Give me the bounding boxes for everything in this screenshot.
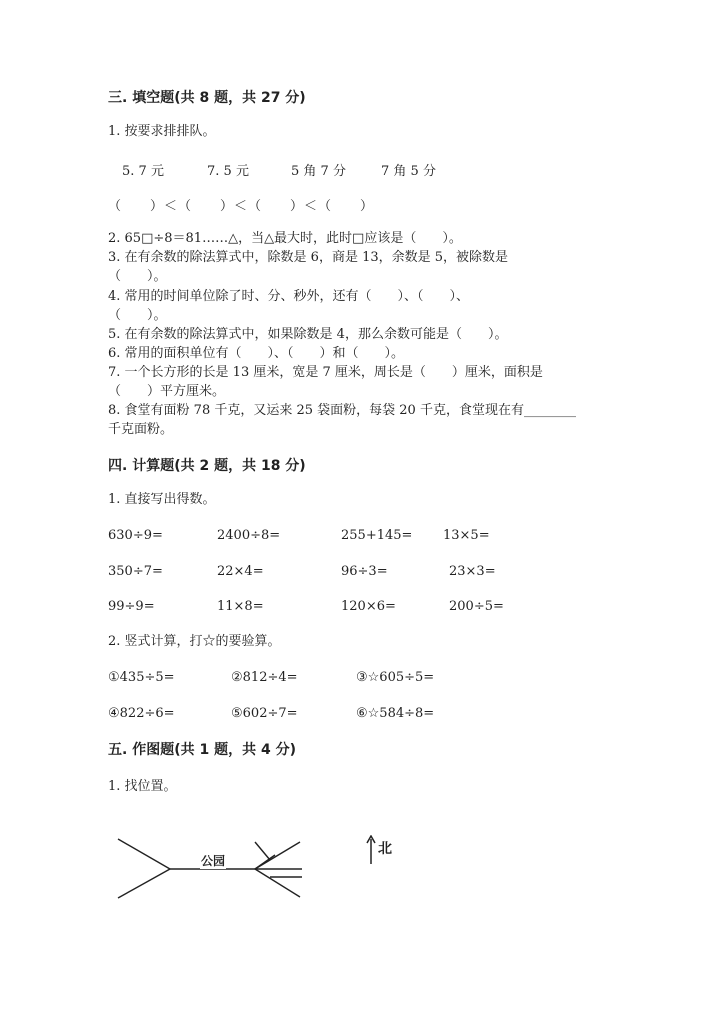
question-3-3b: （ ）。 (108, 269, 167, 284)
question-3-5: 5. 在有余数的除法算式中，如果除数是 4，那么余数可能是（ ）。 (108, 327, 508, 342)
question-3-6: 6. 常用的面积单位有（ ）、（ ）和（ ）。 (108, 346, 405, 361)
road-line (118, 839, 170, 869)
vertical-calc-item: ③☆605÷5= (356, 670, 435, 685)
calc-item: 630÷9= (108, 528, 163, 543)
question-3-3a: 3. 在有余数的除法算式中，除数是 6，商是 13，余数是 5，被除数是 (108, 250, 509, 265)
q1-item-2: 7. 5 元 (207, 164, 249, 179)
road-line (255, 855, 275, 869)
calc-item: 13×5= (443, 528, 490, 543)
question-4-1: 1. 直接写出得数。 (108, 492, 216, 507)
calc-item: 350÷7= (108, 564, 163, 579)
calc-item: 23×3= (449, 564, 496, 579)
calc-item: 96÷3= (341, 564, 388, 579)
q1-item-3: 5 角 7 分 (291, 164, 346, 179)
calc-item: 99÷9= (108, 599, 155, 614)
calc-item: 2400÷8= (217, 528, 281, 543)
park-label: 公园 (201, 854, 226, 868)
vertical-calc-item: ⑤602÷7= (231, 706, 298, 721)
q1-item-1: 5. 7 元 (122, 164, 164, 179)
question-3-4b: （ ）。 (108, 308, 167, 323)
question-3-8a: 8. 食堂有面粉 78 千克，又运来 25 袋面粉，每袋 20 千克，食堂现在有________ (108, 403, 576, 418)
calc-item: 255+145= (341, 528, 413, 543)
q1-order-blanks: （ ）＜（ ）＜（ ）＜（ ） (108, 199, 375, 214)
calc-item: 120×6= (341, 599, 396, 614)
question-3-7b: （ ）平方厘米。 (108, 384, 226, 399)
calc-item: 11×8= (217, 599, 264, 614)
question-4-2: 2. 竖式计算，打☆的要验算。 (108, 634, 281, 649)
question-3-2: 2. 65□÷8＝81……△，当△最大时，此时□应该是（ ）。 (108, 231, 462, 246)
vertical-calc-item: ④822÷6= (108, 706, 175, 721)
road-line (118, 869, 170, 898)
question-3-8b: 千克面粉。 (108, 422, 174, 437)
question-5-1: 1. 找位置。 (108, 779, 177, 794)
question-3-1: 1. 按要求排排队。 (108, 124, 216, 139)
north-arrow-icon (365, 835, 377, 865)
q1-item-4: 7 角 5 分 (381, 164, 436, 179)
road-line (255, 842, 270, 860)
calc-item: 22×4= (217, 564, 264, 579)
road-line (255, 869, 300, 897)
calc-item: 200÷5= (449, 599, 504, 614)
question-3-4a: 4. 常用的时间单位除了时、分、秒外，还有（ ）、（ ）、 (108, 289, 470, 304)
section-3-title: 三. 填空题(共 8 题，共 27 分) (108, 90, 306, 106)
north-label: 北 (378, 841, 392, 857)
section-4-title: 四. 计算题(共 2 题，共 18 分) (108, 458, 306, 474)
section-5-title: 五. 作图题(共 1 题，共 4 分) (108, 742, 296, 758)
vertical-calc-item: ⑥☆584÷8= (356, 706, 435, 721)
vertical-calc-item: ①435÷5= (108, 670, 175, 685)
question-3-7a: 7. 一个长方形的长是 13 厘米，宽是 7 厘米，周长是（ ）厘米，面积是 (108, 365, 543, 380)
vertical-calc-item: ②812÷4= (231, 670, 298, 685)
